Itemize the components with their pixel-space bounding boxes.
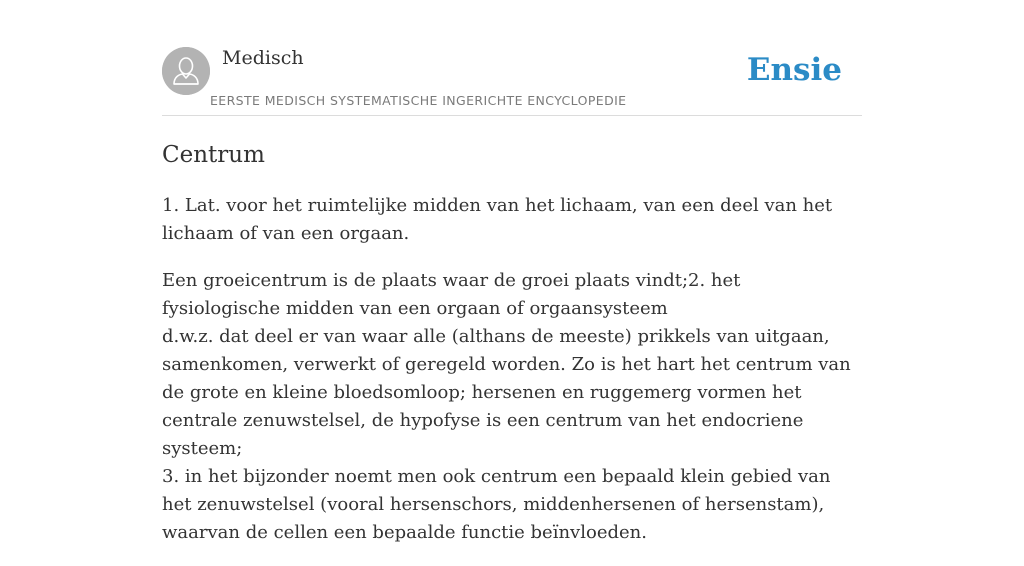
article-paragraph: 1. Lat. voor het ruimtelijke midden van het lichaam, van een deel van het lichaam of van een orgaan. bbox=[162, 195, 833, 244]
article-body bbox=[162, 192, 862, 566]
ensie-logo-link[interactable]: Ensie bbox=[746, 52, 842, 88]
page-title: Centrum bbox=[162, 142, 265, 168]
article-paragraph bbox=[162, 267, 862, 547]
article-text-line: d.w.z. dat deel er van waar alle (althans de meeste) prikkels van uitgaan, samenkomen, verwerkt of geregeld worden. Zo is het hart het centrum van de grote en kleine bloedsomloop; hersenen en ruggemerg vormen het centrale zenuwstelsel, de hypofyse is een centrum van het endocriene systeem; bbox=[162, 326, 851, 459]
article-text-line: Een groeicentrum is de plaats waar de groei plaats vindt;2. het fysiologische midden van een orgaan of orgaansysteem bbox=[162, 270, 741, 319]
site-subtitle: EERSTE MEDISCH SYSTEMATISCHE INGERICHTE ENCYCLOPEDIE bbox=[210, 93, 627, 108]
site-name-link[interactable]: Medisch bbox=[222, 47, 304, 69]
user-placeholder-icon[interactable] bbox=[162, 47, 210, 95]
article-text-line: 3. in het bijzonder noemt men ook centrum een bepaald klein gebied van het zenuwstelsel (vooral hersenschors, middenhersenen of hersenstam), waarvan de cellen een bepaalde functie beïnvloeden. bbox=[162, 466, 831, 543]
site-header bbox=[162, 40, 862, 116]
